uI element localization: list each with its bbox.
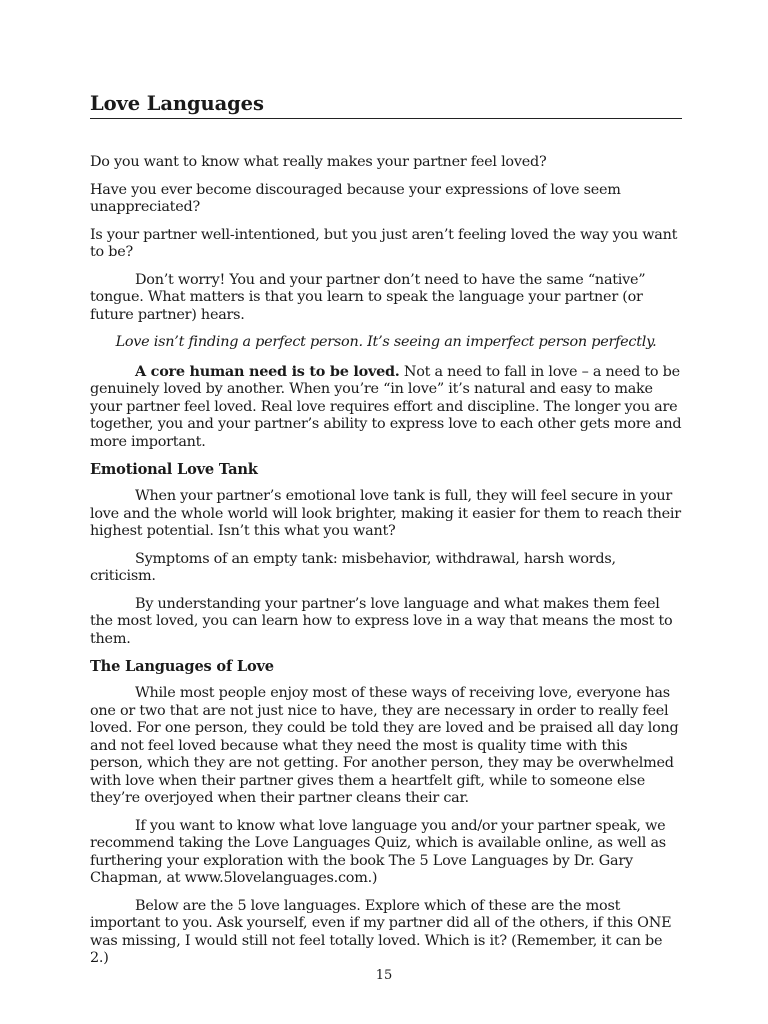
paragraph: While most people enjoy most of these ways of receiving love, everyone has one or two that are not just nice to have, they are necessary in order to really feel loved. For one person, they could be told they are loved and be praised all day long and not feel loved because what they need the most is quality time with this person, which they are not getting. For another person, they may be overwhelmed with love when their partner gives them a heartfelt gift, while to someone else they’re overjoyed when their partner cleans their car. (90, 685, 679, 806)
pull-quote: Love isn’t finding a perfect person. It’s seeing an imperfect person perfectly. (115, 334, 657, 350)
paragraph: If you want to know what love language you and/or your partner speak, we recommend taking the Love Languages Quiz, which is available online, as well as furthering your exploration with the book The 5 Love Languages by Dr. Gary Chapman, at www.5lovelanguages.com.) (90, 817, 666, 886)
page-title: Love Languages (90, 92, 682, 119)
paragraph-text: Not a need to fall in love – a need to be genuinely loved by another. When you’re “in love” it’s natural and easy to make your partner feel loved. Real love requires effort and discipline. The longer you are together, you and your partner’s ability to express love to each other gets more and more important. (90, 363, 682, 450)
section-heading-emotional-love-tank: Emotional Love Tank (90, 461, 258, 478)
paragraph: Below are the 5 love languages. Explore which of these are the most important to you. Ask yourself, even if my partner did all of the others, if this ONE was missing, I would still not feel totally loved. Which is it? (Remember, it can be 2.) (90, 897, 672, 966)
document-page (90, 92, 682, 978)
paragraph: Don’t worry! You and your partner don’t need to have the same “native” tongue. What matters is that you learn to speak the language your partner (or future partner) hears. (90, 271, 646, 323)
paragraph (90, 363, 682, 452)
document-body (90, 154, 682, 968)
paragraph: Is your partner well-intentioned, but you just aren’t feeling loved the way you want to be? (90, 226, 678, 260)
page-number: 15 (375, 968, 393, 983)
paragraph: Do you want to know what really makes your partner feel loved? (90, 154, 547, 170)
paragraph: Symptoms of an empty tank: misbehavior, withdrawal, harsh words, criticism. (90, 550, 616, 584)
bold-lead-sentence: A core human need is to be loved. (135, 362, 400, 380)
paragraph: Have you ever become discouraged because your expressions of love seem unappreciated? (90, 181, 621, 215)
paragraph: By understanding your partner’s love language and what makes them feel the most loved, you can learn how to express love in a way that means the most to them. (90, 595, 673, 647)
section-heading-languages-of-love: The Languages of Love (90, 658, 274, 675)
paragraph: When your partner’s emotional love tank is full, they will feel secure in your love and the whole world will look brighter, making it easier for them to reach their highest potential. Isn’t this what you want? (90, 488, 681, 539)
